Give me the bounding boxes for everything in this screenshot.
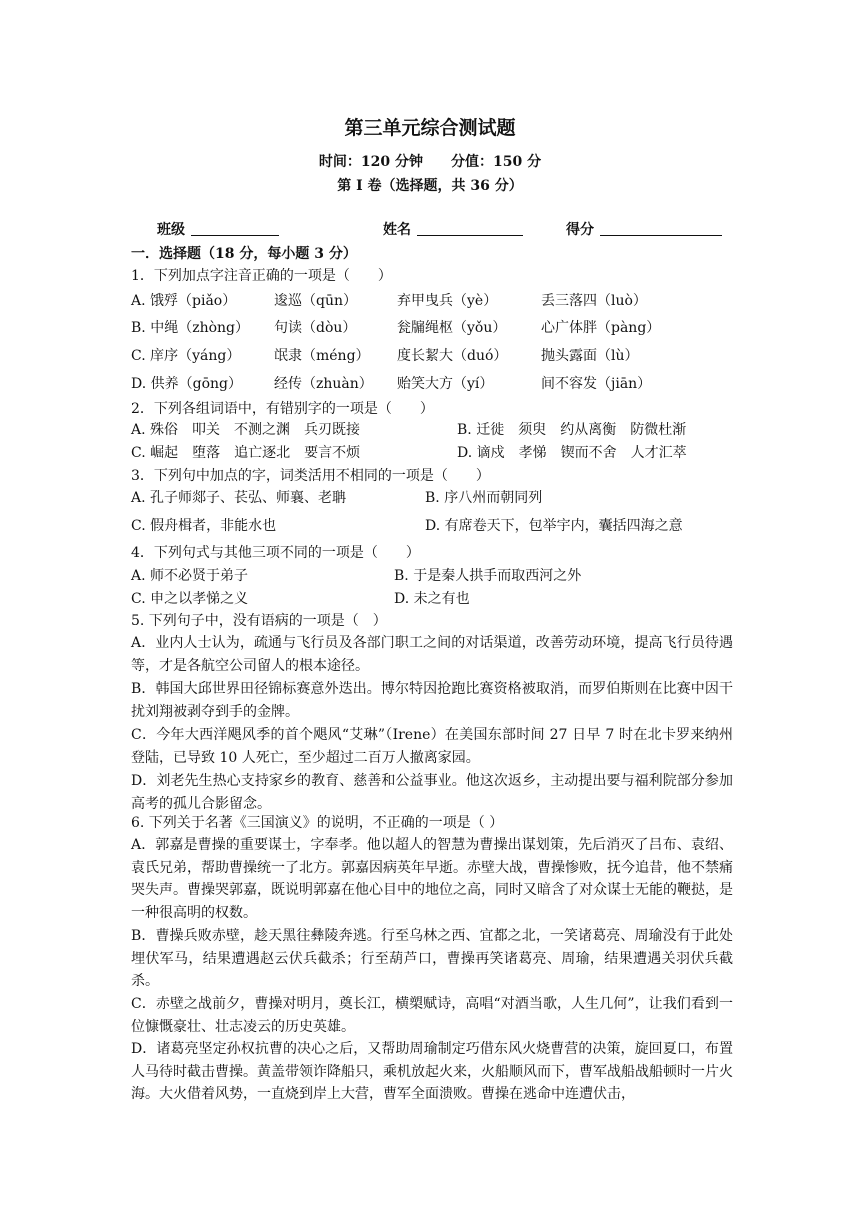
question-3-stem: 3．下列句中加点的字，词类活用不相同的一项是（ ）	[131, 468, 490, 484]
q6-option-c: C．赤壁之战前夕，曹操对明月，奠长江，横槊赋诗，高唱“对酒当歌，人生几何”，让我们看到一位慷慨豪壮、壮志凌云的历史英雄。	[131, 996, 733, 1035]
q3-option-a: A. 孔子师郯子、苌弘、师襄、老聃	[131, 490, 347, 506]
q4-option-b: B. 于是秦人拱手而取西河之外	[394, 568, 582, 584]
question-5-stem: 5. 下列句子中，没有语病的一项是（ ）	[131, 613, 387, 629]
q2-option-b: B. 迁徙 须臾 约从离衡 防微杜渐	[457, 422, 687, 438]
page-title: 第三单元综合测试题	[344, 117, 516, 139]
q5-option-a: A．业内人士认为，疏通与飞行员及各部门职工之间的对话渠道，改善劳动环境，提高飞行员待遇等，才是各航空公司留人的根本途径。	[131, 635, 733, 674]
name-field	[383, 221, 523, 239]
q1-b-col3: 瓮牖绳枢（yǒu）	[397, 320, 507, 336]
name-blank	[417, 221, 523, 236]
volume-line: 第 I 卷（选择题，共 36 分）	[337, 178, 523, 194]
q1-d-col1: D. 供养（gōng）	[131, 376, 242, 392]
q1-c-col3: 度长絜大（duó）	[397, 348, 508, 364]
q1-b-col2: 句读（dòu）	[274, 320, 357, 336]
q4-option-a: A. 师不必贤于弟子	[131, 568, 249, 584]
q5-option-c: C．今年大西洋飓风季的首个飓风“艾琳”（Irene）在美国东部时间 27 日早 7 时在北卡罗来纳州登陆，已导致 10 人死亡，至少超过二百万人撤离家园。	[131, 727, 733, 766]
q1-b-col1: B. 中绳（zhòng）	[131, 320, 249, 336]
section-heading: 一．选择题（18 分，每小题 3 分）	[131, 246, 357, 262]
q1-c-col1: C. 庠序（yáng）	[131, 348, 241, 364]
question-4-stem: 4．下列句式与其他三项不同的一项是（ ）	[131, 545, 420, 561]
q1-c-col2: 氓隶（méng）	[274, 348, 370, 364]
q1-c-col4: 抛头露面（lù）	[541, 348, 639, 364]
q2-option-a: A. 殊俗 叩关 不测之渊 兵刃既接	[131, 422, 361, 438]
q1-d-col3: 贻笑大方（yí）	[397, 376, 494, 392]
q2-option-d: D. 谪戍 孝悌 锲而不舍 人才汇萃	[457, 445, 687, 461]
q3-option-c: C. 假舟楫者，非能水也	[131, 518, 277, 534]
q4-option-d: D. 未之有也	[394, 591, 470, 607]
class-blank	[191, 221, 279, 236]
class-label: 班级	[157, 222, 185, 238]
q1-a-col4: 丢三落四（luò）	[541, 293, 647, 309]
q4-option-c: C. 申之以孝悌之义	[131, 591, 249, 607]
q2-option-c: C. 崛起 堕落 追亡逐北 要言不烦	[131, 445, 361, 461]
q1-a-col2: 逡巡（qūn）	[274, 293, 357, 309]
q5-option-d: D．刘老先生热心支持家乡的教育、慈善和公益事业。他这次返乡，主动提出要与福利院部分参加高考的孤儿合影留念。	[131, 773, 733, 812]
q1-d-col2: 经传（zhuàn）	[274, 376, 373, 392]
q1-d-col4: 间不容发（jiān）	[541, 376, 652, 392]
score-label: 得分	[566, 222, 594, 238]
q5-option-b: B．韩国大邱世界田径锦标赛意外迭出。博尔特因抢跑比赛资格被取消，而罗伯斯则在比赛中因干扰刘翔被剥夺到手的金牌。	[131, 681, 733, 720]
name-label: 姓名	[383, 222, 411, 238]
q6-option-b: B．曹操兵败赤壁，趁天黑往彝陵奔逃。行至乌林之西、宜都之北，一笑诸葛亮、周瑜没有于此处埋伏军马，结果遭遇赵云伏兵截杀；行至葫芦口，曹操再笑诸葛亮、周瑜，结果遭遇关羽伏兵截杀。	[131, 928, 733, 989]
question-2-stem: 2．下列各组词语中，有错别字的一项是（ ）	[131, 401, 434, 417]
q6-option-a: A．郭嘉是曹操的重要谋士，字奉孝。他以超人的智慧为曹操出谋划策，先后消灭了吕布、袁绍、袁氏兄弟，帮助曹操统一了北方。郭嘉因病英年早逝。赤壁大战，曹操惨败，抚今追昔，他不禁痛哭失声。曹操哭郭嘉，既说明郭嘉在他心目中的地位之高，同时又暗含了对众谋士无能的鞭挞，是一种很高明的权数。	[131, 837, 733, 921]
time-score-line: 时间：120 分钟 分值：150 分	[318, 154, 542, 170]
score-blank	[600, 221, 722, 236]
q6-option-d: D．诸葛亮坚定孙权抗曹的决心之后，又帮助周瑜制定巧借东风火烧曹营的决策，旋回夏口，布置人马待时截击曹操。黄盖带领诈降船只，乘机放起火来，火船顺风而下，曹军战船战船顿时一片火海。大火借着风势，一直烧到岸上大营，曹军全面溃败。曹操在逃命中连遭伏击，	[131, 1041, 733, 1102]
class-field	[157, 221, 279, 239]
q1-a-col1: A. 饿殍（piǎo）	[131, 293, 237, 309]
q1-a-col3: 弃甲曳兵（yè）	[397, 293, 498, 309]
question-1-stem: 1．下列加点字注音正确的一项是（ ）	[131, 268, 392, 284]
question-6-stem: 6. 下列关于名著《三国演义》的说明，不正确的一项是（ ）	[131, 815, 504, 831]
q1-b-col4: 心广体胖（pàng）	[541, 320, 661, 336]
q3-option-b: B. 序八州而朝同列	[425, 490, 543, 506]
q3-option-d: D. 有席卷天下，包举宇内，囊括四海之意	[425, 518, 683, 534]
score-field	[566, 221, 722, 239]
